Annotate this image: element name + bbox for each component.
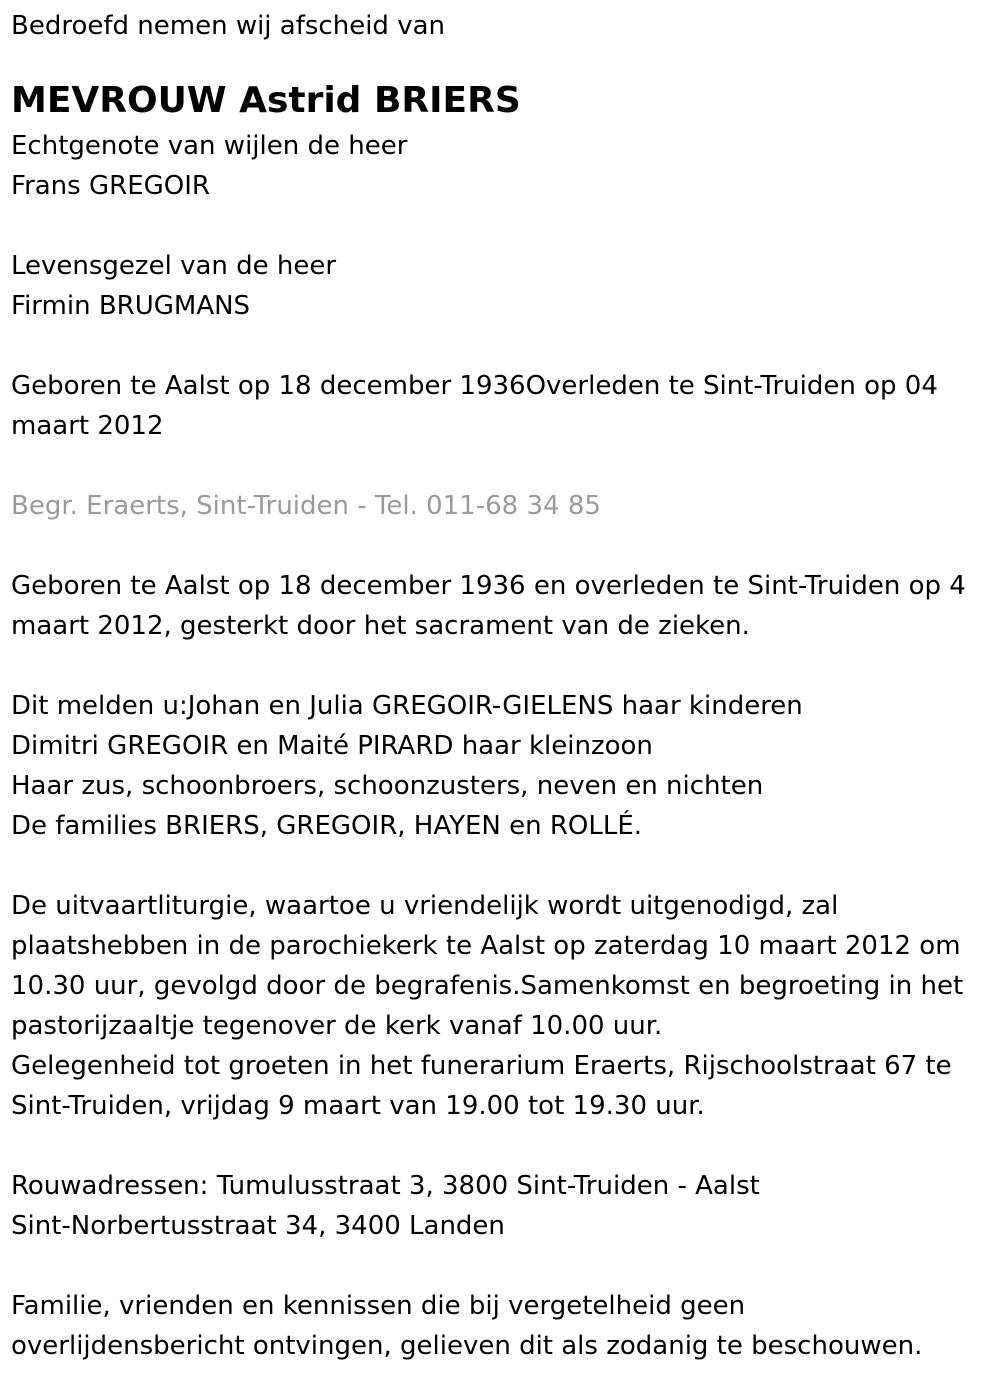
birth-death-line: Geboren te Aalst op 18 december 1936 en overleden te Sint-Truiden op 4	[11, 571, 966, 601]
spacer	[11, 646, 991, 686]
partner-relation: Levensgezel van de heer	[11, 251, 337, 281]
spacer	[11, 846, 991, 886]
spacer	[11, 206, 991, 246]
spouse-relation: Echtgenote van wijlen de heer	[11, 131, 408, 161]
announcer-line: De families BRIERS, GREGOIR, HAYEN en ROLLÉ.	[11, 811, 643, 841]
ceremony-line: 10.30 uur, gevolgd door de begrafenis.Samenkomst en begroeting in het	[11, 971, 964, 1001]
spacer	[11, 446, 991, 486]
birth-death-line: maart 2012, gesterkt door het sacrament van de zieken.	[11, 611, 750, 641]
spouse-name: Frans GREGOIR	[11, 171, 210, 201]
deceased-name: MEVROUW Astrid BRIERS	[11, 80, 521, 121]
ceremony-line: De uitvaartliturgie, waartoe u vriendelijk wordt uitgenodigd, zal	[11, 891, 839, 921]
spacer	[11, 1126, 991, 1166]
announcer-line: Dit melden u:Johan en Julia GREGOIR-GIELENS haar kinderen	[11, 691, 803, 721]
undertaker-info: Begr. Eraerts, Sint-Truiden - Tel. 011-68 34 85	[11, 491, 601, 521]
address-line: Rouwadressen: Tumulusstraat 3, 3800 Sint-Truiden - Aalst	[11, 1171, 760, 1201]
ceremony-line: pastorijzaaltje tegenover de kerk vanaf 10.00 uur.	[11, 1011, 663, 1041]
address-line: Sint-Norbertusstraat 34, 3400 Landen	[11, 1211, 505, 1241]
announcer-line: Haar zus, schoonbroers, schoonzusters, neven en nichten	[11, 771, 764, 801]
announcer-line: Dimitri GREGOIR en Maité PIRARD haar kleinzoon	[11, 731, 653, 761]
closing-line: Familie, vrienden en kennissen die bij vergetelheid geen	[11, 1291, 746, 1321]
spacer	[11, 526, 991, 566]
spacer	[11, 326, 991, 366]
closing-line: overlijdensbericht ontvingen, gelieven dit als zodanig te beschouwen.	[11, 1331, 923, 1361]
dates-line: Geboren te Aalst op 18 december 1936Overleden te Sint-Truiden op 04	[11, 371, 938, 401]
obituary-document	[11, 6, 991, 1366]
spacer	[11, 1246, 991, 1286]
ceremony-line: plaatshebben in de parochiekerk te Aalst op zaterdag 10 maart 2012 om	[11, 931, 961, 961]
intro-text: Bedroefd nemen wij afscheid van	[11, 11, 445, 41]
partner-name: Firmin BRUGMANS	[11, 291, 251, 321]
ceremony-line: Sint-Truiden, vrijdag 9 maart van 19.00 tot 19.30 uur.	[11, 1091, 705, 1121]
dates-line: maart 2012	[11, 411, 164, 441]
ceremony-line: Gelegenheid tot groeten in het funerarium Eraerts, Rijschoolstraat 67 te	[11, 1051, 952, 1081]
